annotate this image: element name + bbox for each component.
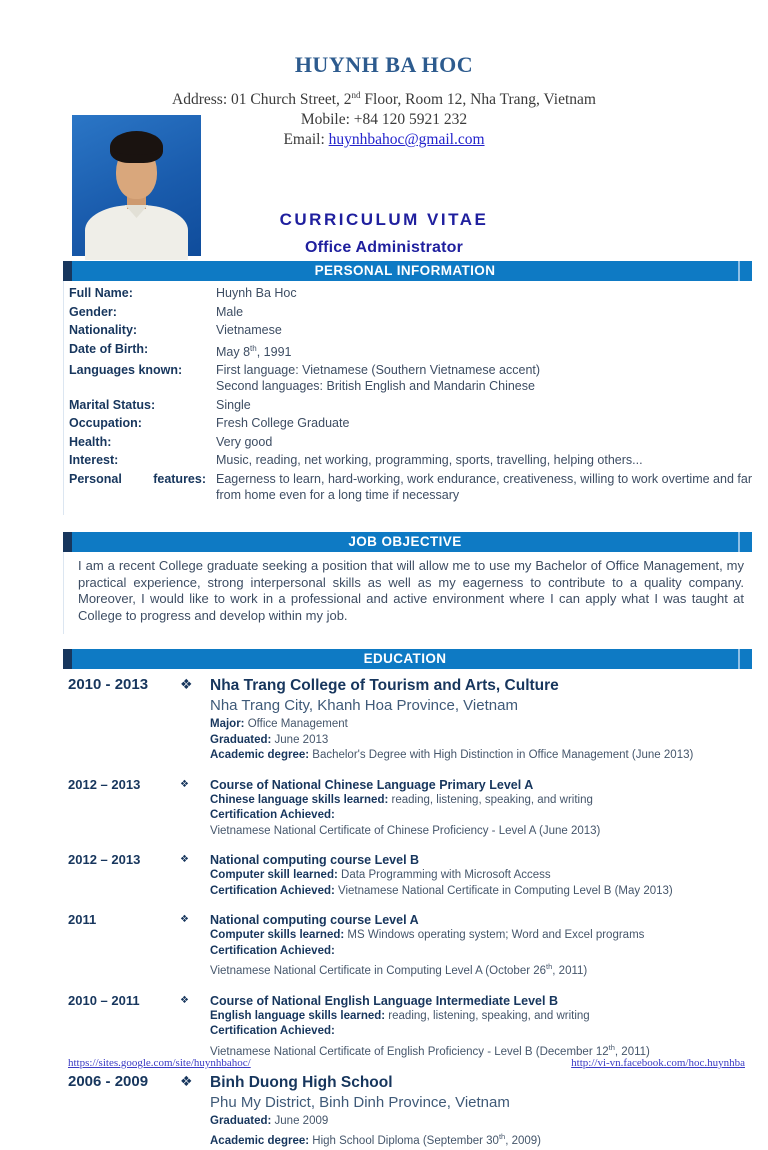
detail-line: Vietnamese National Certificate of English Proficiency - Level B (December 12th, 2011): [210, 1042, 650, 1058]
education-entry-computing-a: [68, 912, 752, 979]
detail-line: Certification Achieved:: [210, 809, 335, 822]
banner-left-cap: [63, 261, 72, 281]
entry-body: [210, 993, 752, 1060]
detail-line: Computer skills learned: MS Windows operating system; Word and Excel programs: [210, 929, 645, 942]
row-occupation: [69, 415, 752, 431]
entry-location: Phu My District, Binh Dinh Province, Vietnam: [210, 1093, 510, 1111]
job-objective-text: I am a recent College graduate seeking a position that will allow me to use my Bachelor of Office Management, my practical experience, strong interpersonal skills as well as my eagerness to contribute to a quality company. Moreover, I would like to work in a professional and active environment where I can apply what I was taught at College to progress and develop within my job.: [63, 552, 752, 634]
row-marital-status: [69, 397, 752, 413]
job-objective-banner: [63, 532, 752, 552]
google-site-link[interactable]: https://sites.google.com/site/huynhbahoc/: [68, 1057, 251, 1069]
entry-body: [210, 777, 752, 840]
address-text: Address: 01 Church Street, 2: [172, 91, 352, 109]
field-label: Full Name:: [69, 286, 133, 301]
email-label: Email:: [283, 131, 329, 149]
field-label: Languages known:: [69, 363, 183, 378]
education-entry-computing-b: [68, 852, 752, 899]
banner-right-cap: [740, 649, 752, 669]
profile-photo: [72, 115, 201, 256]
entry-years: 2011: [68, 912, 97, 928]
entry-title: Binh Duong High School: [210, 1073, 393, 1091]
field-label: Gender:: [69, 304, 117, 319]
education-entry-english-course: [68, 993, 752, 1060]
row-personal-features: [69, 471, 752, 503]
address-line: [0, 85, 768, 110]
personal-info-body: [63, 281, 752, 515]
detail-line: Major: Office Management: [210, 718, 348, 731]
field-value: Music, reading, net working, programming, sports, travelling, helping others...: [216, 453, 643, 468]
detail-line: Graduated: June 2009: [210, 1114, 329, 1127]
entry-body: [210, 1073, 752, 1150]
field-value: Vietnamese: [216, 323, 282, 338]
diamond-bullet-icon: ❖: [180, 1072, 193, 1089]
banner-left-cap: [63, 532, 72, 552]
entry-body: [210, 912, 752, 979]
row-date-of-birth: [69, 341, 752, 360]
languages-line2: Second languages: British English and Mandarin Chinese: [216, 379, 535, 394]
entry-body: [210, 676, 752, 764]
education-entry-college: [68, 676, 752, 764]
personal-info-banner: [63, 261, 752, 281]
field-label: Date of Birth:: [69, 341, 149, 356]
address-ordinal: nd: [351, 90, 361, 100]
entry-location: Nha Trang City, Khanh Hoa Province, Vietnam: [210, 697, 518, 715]
detail-line: Academic degree: Bachelor's Degree with High Distinction in Office Management (June 2013): [210, 749, 694, 762]
diamond-bullet-icon: ❖: [180, 994, 189, 1006]
diamond-bullet-icon: ❖: [180, 676, 193, 693]
field-value: [216, 362, 752, 394]
field-value: Eagerness to learn, hard-working, work endurance, creativeness, willing to work overtime and far from home even for a long time if necessary: [216, 471, 752, 502]
field-label: Personal features:: [69, 471, 206, 486]
languages-line1: First language: Vietnamese (Southern Vietnamese accent): [216, 363, 541, 378]
detail-line: Chinese language skills learned: reading, listening, speaking, and writing: [210, 793, 593, 806]
detail-line: Vietnamese National Certificate of Chinese Proficiency - Level A (June 2013): [210, 824, 601, 837]
row-health: [69, 434, 752, 450]
row-nationality: [69, 322, 752, 338]
field-label: Health:: [69, 434, 112, 449]
field-label: Nationality:: [69, 323, 138, 338]
detail-line: Certification Achieved:: [210, 944, 335, 957]
education-list: [63, 669, 752, 1149]
detail-line: Computer skill learned: Data Programming with Microsoft Access: [210, 869, 551, 882]
candidate-name: HUYNH BA HOC: [294, 52, 474, 77]
detail-line: Academic degree: High School Diploma (September 30th, 2009): [210, 1132, 542, 1148]
mobile-line: Mobile: +84 120 5921 232: [300, 111, 468, 129]
document-title: CURRICULUM VITAE: [279, 210, 489, 230]
facebook-link[interactable]: http://vi-vn.facebook.com/hoc.huynhba: [571, 1057, 745, 1069]
row-interest: [69, 452, 752, 468]
education-entry-high-school: [68, 1073, 752, 1150]
field-label: Occupation:: [69, 416, 142, 431]
address-text-rest: Floor, Room 12, Nha Trang, Vietnam: [360, 91, 596, 109]
entry-body: [210, 852, 752, 899]
field-value: Very good: [216, 434, 273, 449]
row-full-name: [69, 285, 752, 301]
content-column: [63, 261, 752, 1150]
row-gender: [69, 304, 752, 320]
email-link[interactable]: huynhbahoc@gmail.com: [328, 131, 485, 149]
field-value: Single: [216, 397, 251, 412]
job-objective-title: JOB OBJECTIVE: [72, 532, 740, 552]
detail-line: Graduated: June 2013: [210, 733, 329, 746]
banner-right-cap: [740, 261, 752, 281]
education-banner: [63, 649, 752, 669]
education-entry-chinese-course: [68, 777, 752, 840]
entry-title: Nha Trang College of Tourism and Arts, Culture: [210, 677, 559, 695]
dob-year: , 1991: [256, 344, 292, 359]
entry-years: 2010 – 2011: [68, 992, 140, 1008]
entry-years: 2006 - 2009: [68, 1072, 149, 1090]
field-value: Fresh College Graduate: [216, 416, 350, 431]
banner-right-cap: [740, 532, 752, 552]
entry-title: Course of National English Language Intermediate Level B: [210, 993, 558, 1008]
detail-line: English language skills learned: reading, listening, speaking, and writing: [210, 1009, 590, 1022]
dob-ordinal: th: [250, 343, 257, 353]
job-title: Office Administrator: [304, 239, 464, 257]
dob-text: May 8: [216, 344, 251, 359]
field-value: Male: [216, 304, 244, 319]
entry-title: National computing course Level A: [210, 913, 419, 928]
detail-line: Vietnamese National Certificate in Computing Level A (October 26th, 2011): [210, 962, 588, 978]
entry-years: 2010 - 2013: [68, 676, 149, 694]
diamond-bullet-icon: ❖: [180, 914, 189, 926]
field-label: Interest:: [69, 453, 119, 468]
row-languages: [69, 362, 752, 394]
field-value: [216, 341, 752, 360]
entry-title: Course of National Chinese Language Primary Level A: [210, 777, 534, 792]
entry-years: 2012 – 2013: [68, 776, 141, 792]
diamond-bullet-icon: ❖: [180, 778, 189, 790]
footer: [68, 1057, 745, 1069]
entry-title: National computing course Level B: [210, 853, 420, 868]
field-value: Huynh Ba Hoc: [216, 286, 297, 301]
field-label: Marital Status:: [69, 397, 156, 412]
banner-left-cap: [63, 649, 72, 669]
diamond-bullet-icon: ❖: [180, 854, 189, 866]
education-title: EDUCATION: [72, 649, 740, 669]
detail-line: Certification Achieved:: [210, 1025, 335, 1038]
photo-hair-fringe: [114, 145, 159, 155]
detail-line: Certification Achieved: Vietnamese National Certificate in Computing Level B (May 2013): [210, 884, 673, 897]
entry-years: 2012 – 2013: [68, 852, 141, 868]
personal-info-title: PERSONAL INFORMATION: [72, 261, 740, 281]
